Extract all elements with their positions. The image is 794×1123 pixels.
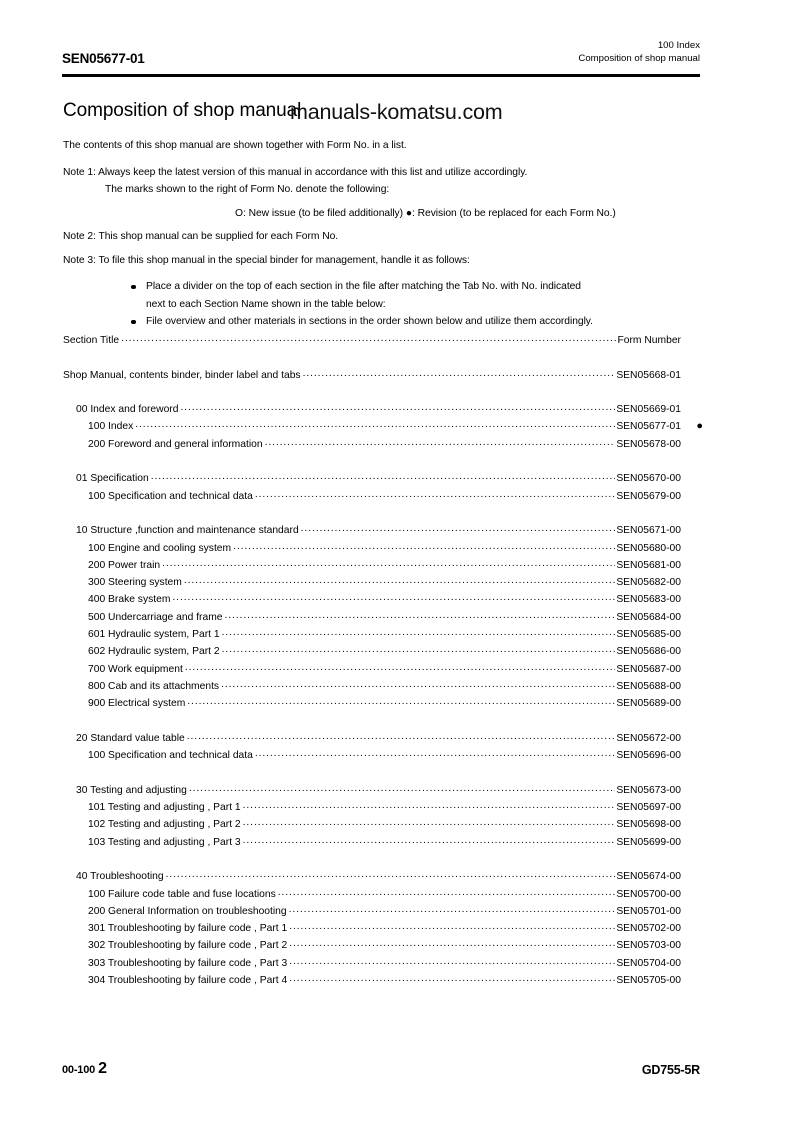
toc-row[interactable] — [63, 592, 703, 609]
toc-row[interactable] — [63, 938, 703, 955]
toc-row-form-number: SEN05671-00 — [616, 525, 681, 537]
toc-row-label: 400 Brake system — [88, 594, 171, 606]
leader-dots — [135, 419, 615, 429]
table-of-contents — [63, 333, 703, 990]
toc-row[interactable] — [63, 921, 703, 938]
leader-dots — [225, 610, 616, 620]
toc-row-label: 40 Troubleshooting — [76, 871, 164, 883]
toc-row-form-number: SEN05705-00 — [616, 974, 681, 986]
toc-row-form-number: SEN05702-00 — [616, 923, 681, 935]
note-3-bullet-list — [63, 278, 703, 331]
toc-row-form-number: SEN05678-00 — [616, 438, 681, 450]
leader-dots — [255, 748, 615, 758]
leader-dots — [243, 817, 616, 827]
toc-row-form-number: SEN05696-00 — [616, 750, 681, 762]
leader-dots — [121, 333, 616, 343]
toc-spacer — [63, 350, 703, 367]
toc-row-label: 101 Testing and adjusting , Part 1 — [88, 802, 241, 814]
bullet-1-continuation — [131, 296, 703, 314]
leader-dots — [221, 679, 615, 689]
toc-row-label: 20 Standard value table — [76, 732, 185, 744]
watermark-text: manuals-komatsu.com — [290, 100, 503, 124]
leader-dots — [303, 368, 616, 378]
toc-row[interactable] — [63, 437, 703, 454]
toc-row-label: 100 Specification and technical data — [88, 750, 253, 762]
toc-row-form-number: SEN05670-00 — [616, 473, 681, 485]
toc-row-label: 304 Troubleshooting by failure code , Part 4 — [88, 974, 288, 986]
toc-spacer — [63, 454, 703, 471]
toc-row-label: 602 Hydraulic system, Part 2 — [88, 646, 220, 658]
leader-dots — [265, 437, 616, 447]
leader-dots — [187, 731, 616, 741]
toc-spacer — [63, 714, 703, 731]
toc-row-label: 303 Troubleshooting by failure code , Part 3 — [88, 957, 288, 969]
page-title: Composition of shop manual — [63, 100, 302, 121]
note-1-line-1: Note 1: Always keep the latest version of this manual in accordance with this list and utilize accordingly. — [63, 166, 528, 178]
header-section-title: Composition of shop manual — [578, 52, 700, 64]
toc-row[interactable] — [63, 471, 703, 488]
toc-row-form-number: SEN05679-00 — [616, 490, 681, 502]
toc-row-form-number: SEN05668-01 — [616, 369, 681, 381]
leader-dots — [180, 402, 615, 412]
leader-dots — [222, 627, 616, 637]
note-legend: O: New issue (to be filed additionally) ●: Revision (to be replaced for each Form No.) — [235, 207, 616, 219]
toc-row-label: 302 Troubleshooting by failure code , Part 2 — [88, 940, 288, 952]
leader-dots — [289, 921, 615, 931]
leader-dots — [184, 575, 615, 585]
toc-row-label: 700 Work equipment — [88, 663, 183, 675]
toc-row-label: 102 Testing and adjusting , Part 2 — [88, 819, 241, 831]
leader-dots — [151, 471, 616, 481]
leader-dots — [289, 973, 615, 983]
toc-row[interactable] — [63, 679, 703, 696]
toc-row-form-number: SEN05704-00 — [616, 957, 681, 969]
leader-dots — [187, 696, 615, 706]
footer-page-prefix: 00-100 — [62, 1064, 96, 1076]
leader-dots — [172, 592, 615, 602]
note-3: Note 3: To file this shop manual in the special binder for management, handle it as follows: — [63, 254, 470, 266]
toc-row[interactable] — [63, 869, 703, 886]
toc-row[interactable] — [63, 696, 703, 713]
toc-row-form-number: SEN05673-00 — [616, 784, 681, 796]
toc-spacer — [63, 385, 703, 402]
toc-row[interactable] — [63, 800, 703, 817]
leader-dots — [301, 523, 616, 533]
list-item — [131, 278, 703, 296]
toc-row-label: 200 Foreword and general information — [88, 438, 263, 450]
leader-dots — [243, 835, 616, 845]
toc-row[interactable] — [63, 419, 703, 436]
footer-model-code: GD755-5R — [641, 1063, 700, 1077]
note-2: Note 2: This shop manual can be supplied for each Form No. — [63, 231, 339, 242]
toc-row[interactable] — [63, 627, 703, 644]
bullet-dot-icon — [131, 285, 136, 290]
leader-dots — [189, 783, 615, 793]
toc-row[interactable] — [63, 835, 703, 852]
toc-row[interactable] — [63, 575, 703, 592]
header-section-info — [578, 40, 700, 65]
leader-dots — [233, 541, 615, 551]
toc-row-form-number: SEN05700-00 — [616, 888, 681, 900]
toc-row-label: 100 Engine and cooling system — [88, 542, 232, 554]
toc-row-form-number: SEN05686-00 — [616, 646, 681, 658]
toc-row-form-number: SEN05697-00 — [616, 802, 681, 814]
list-item — [131, 313, 703, 331]
toc-row-form-number: SEN05685-00 — [616, 629, 681, 641]
toc-row[interactable] — [63, 973, 703, 990]
toc-row-form-number: SEN05698-00 — [616, 819, 681, 831]
leader-dots — [255, 489, 615, 499]
leader-dots — [162, 558, 615, 568]
toc-header-row — [63, 333, 703, 350]
toc-row-label: 00 Index and foreword — [76, 404, 179, 416]
toc-row-label: 301 Troubleshooting by failure code , Part 1 — [88, 923, 288, 935]
toc-row-label: 103 Testing and adjusting , Part 3 — [88, 836, 241, 848]
toc-row-label: 100 Index — [88, 421, 134, 433]
toc-row-label: 100 Failure code table and fuse locations — [88, 888, 276, 900]
leader-dots — [289, 956, 615, 966]
toc-row-label: 200 Power train — [88, 559, 161, 571]
toc-spacer — [63, 765, 703, 782]
toc-header-value: Form Number — [617, 335, 681, 346]
page-header — [62, 40, 700, 74]
toc-row-label: 300 Steering system — [88, 577, 182, 589]
header-divider-rule — [62, 74, 700, 77]
intro-section — [63, 137, 703, 331]
toc-row-label: 601 Hydraulic system, Part 1 — [88, 629, 220, 641]
toc-row-form-number: SEN05682-00 — [616, 577, 681, 589]
toc-row[interactable] — [63, 489, 703, 506]
toc-row[interactable] — [63, 817, 703, 834]
toc-row[interactable] — [63, 904, 703, 921]
toc-row-form-number: SEN05703-00 — [616, 940, 681, 952]
leader-dots — [289, 904, 616, 914]
toc-row[interactable] — [63, 402, 703, 419]
toc-header-label: Section Title — [63, 335, 120, 346]
toc-row-form-number: SEN05684-00 — [616, 611, 681, 623]
toc-row-form-number: SEN05688-00 — [616, 680, 681, 692]
footer-page-id — [62, 1060, 107, 1078]
bullet-dot-icon — [131, 320, 136, 325]
header-document-code: SEN05677-01 — [62, 51, 145, 66]
page-footer — [62, 1056, 700, 1078]
leader-dots — [289, 938, 615, 948]
note-1-line-2: The marks shown to the right of Form No. denote the following: — [105, 184, 390, 195]
toc-row[interactable] — [63, 731, 703, 748]
toc-row-label: Shop Manual, contents binder, binder label and tabs — [63, 369, 301, 381]
toc-row[interactable] — [63, 644, 703, 661]
toc-row-form-number: SEN05687-00 — [616, 663, 681, 675]
leader-dots — [222, 644, 616, 654]
header-section-number: 100 Index — [657, 40, 700, 51]
toc-row[interactable] — [63, 541, 703, 558]
toc-row-form-number: SEN05681-00 — [616, 559, 681, 571]
toc-row[interactable] — [63, 748, 703, 765]
toc-row-label: 30 Testing and adjusting — [76, 784, 187, 796]
toc-row-label: 900 Electrical system — [88, 698, 186, 710]
bullet-2: File overview and other materials in sections in the order shown below and utilize them accordingly. — [146, 316, 593, 327]
toc-row-form-number: SEN05677-01 — [616, 421, 681, 433]
toc-row[interactable] — [63, 662, 703, 679]
toc-row-form-number: SEN05674-00 — [616, 871, 681, 883]
toc-row-form-number: SEN05672-00 — [616, 732, 681, 744]
bullet-1-line-2: next to each Section Name shown in the table below: — [146, 298, 386, 310]
toc-row-label: 800 Cab and its attachments — [88, 680, 220, 692]
footer-page-number: 2 — [98, 1060, 107, 1077]
toc-row[interactable] — [63, 887, 703, 904]
toc-row[interactable] — [63, 523, 703, 540]
toc-row-label: 100 Specification and technical data — [88, 490, 253, 502]
toc-row-label: 10 Structure ,function and maintenance standard — [76, 525, 299, 537]
toc-row-form-number: SEN05699-00 — [616, 836, 681, 848]
toc-row[interactable] — [63, 956, 703, 973]
toc-row[interactable] — [63, 368, 703, 385]
leader-dots — [278, 887, 616, 897]
toc-row-form-number: SEN05669-01 — [616, 404, 681, 416]
leader-dots — [185, 662, 615, 672]
toc-spacer — [63, 506, 703, 523]
toc-row-revision-mark: ● — [696, 420, 703, 433]
toc-row-form-number: SEN05701-00 — [616, 905, 681, 917]
leader-dots — [166, 869, 616, 879]
toc-row-form-number: SEN05683-00 — [616, 594, 681, 606]
toc-row-label: 200 General Information on troubleshooting — [88, 905, 287, 917]
bullet-1-line-1: Place a divider on the top of each section in the file after matching the Tab No. with No. indicated — [146, 281, 581, 292]
toc-row-form-number: SEN05680-00 — [616, 542, 681, 554]
toc-spacer — [63, 852, 703, 869]
intro-lead: The contents of this shop manual are shown together with Form No. in a list. — [63, 140, 407, 151]
toc-row-label: 500 Undercarriage and frame — [88, 611, 223, 623]
toc-row-form-number: SEN05689-00 — [616, 698, 681, 710]
toc-row[interactable] — [63, 558, 703, 575]
toc-row[interactable] — [63, 783, 703, 800]
toc-row[interactable] — [63, 610, 703, 627]
toc-row-label: 01 Specification — [76, 473, 149, 485]
leader-dots — [243, 800, 616, 810]
